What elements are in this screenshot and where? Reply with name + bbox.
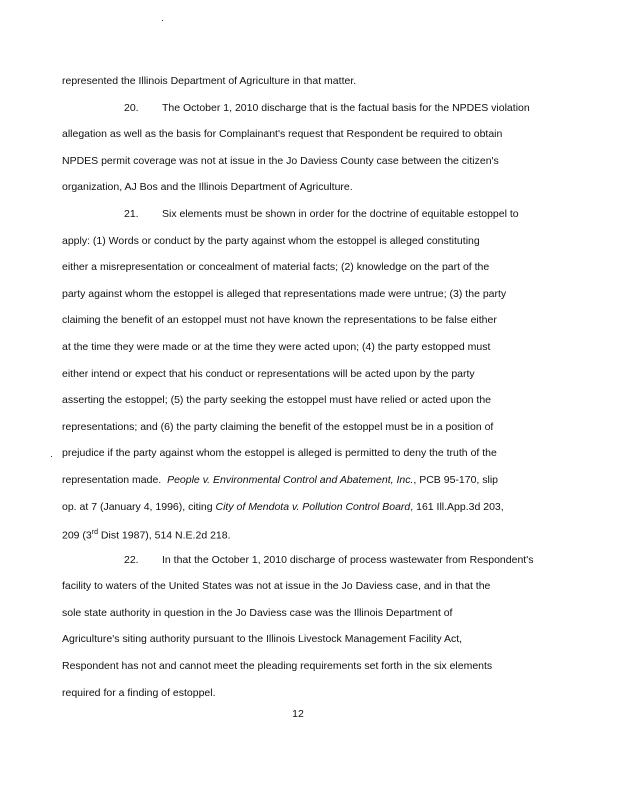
text-line: sole state authority in question in the Jo Daviess case was the Illinois Department of [62, 606, 453, 619]
paragraph-number: 22. [124, 553, 139, 566]
paragraph-22-first-line [62, 547, 532, 574]
text-line: claiming the benefit of an estoppel must not have known the representations to be false either [62, 314, 497, 327]
citation-rest: , 161 Ill.App.3d 203, [410, 500, 504, 513]
text-line: asserting the estoppel; (5) the party seeking the estoppel must have relied or acted upon the [62, 394, 492, 407]
text-line: organization, AJ Bos and the Illinois Department of Agriculture. [62, 181, 353, 194]
text-line: required for a finding of estoppel. [62, 686, 216, 699]
text-line: either intend or expect that his conduct or representations will be acted upon by the party [62, 367, 475, 380]
citation-superscript: rd [91, 529, 99, 537]
text-line: Respondent has not and cannot meet the pleading requirements set forth in the six elements [62, 660, 493, 673]
citation-line-2 [62, 494, 532, 521]
citation-line-3 [62, 520, 532, 547]
text-line: at the time they were made or at the time they were acted upon; (4) the party estopped must [62, 340, 491, 353]
page-number: 12 [292, 708, 304, 720]
document-body [62, 68, 532, 706]
case-name: People v. Environmental Control and Abatement, Inc. [167, 473, 414, 486]
text-line: allegation as well as the basis for Complainant's request that Respondent be required to obtain [62, 128, 503, 141]
text-line: either a misrepresentation or concealment of material facts; (2) knowledge on the part of the [62, 261, 490, 274]
citation-line-1 [62, 467, 532, 494]
scan-speck [51, 456, 52, 457]
paragraph-number: 21. [124, 207, 139, 220]
citation-pin: 209 (3 [62, 529, 92, 542]
case-name: City of Mendota v. Pollution Control Board [215, 500, 411, 513]
scan-speck [162, 20, 163, 21]
text-line: In that the October 1, 2010 discharge of process wastewater from Respondent's [162, 553, 534, 566]
citation-lead: representation made. [62, 473, 162, 486]
text-line: NPDES permit coverage was not at issue in the Jo Daviess County case between the citizen's [62, 154, 499, 167]
citation-rest: Dist 1987), 514 N.E.2d 218. [98, 529, 231, 542]
citation-lead: op. at 7 (January 4, 1996), citing [62, 500, 213, 513]
text-line: prejudice if the party against whom the estoppel is alleged is permitted to deny the truth of the [62, 447, 497, 460]
text-line: represented the Illinois Department of Agriculture in that matter. [62, 75, 357, 87]
paragraph-21-first-line [62, 201, 532, 228]
text-line: party against whom the estoppel is alleged that representations made were untrue; (3) the party [62, 287, 507, 300]
paragraph-20-first-line [62, 95, 532, 122]
text-line: Agriculture's siting authority pursuant to the Illinois Livestock Management Facility Act, [62, 633, 463, 646]
text-line: Six elements must be shown in order for the doctrine of equitable estoppel to [162, 207, 519, 220]
text-line: facility to waters of the United States was not at issue in the Jo Daviess case, and in that the [62, 580, 491, 593]
text-line: representations; and (6) the party claiming the benefit of the estoppel must be in a position of [62, 420, 494, 433]
text-line: apply: (1) Words or conduct by the party against whom the estoppel is alleged constituting [62, 234, 480, 247]
citation-rest: , PCB 95-170, slip [413, 473, 499, 486]
paragraph-number: 20. [124, 101, 139, 114]
text-line: The October 1, 2010 discharge that is the factual basis for the NPDES violation [162, 101, 530, 114]
